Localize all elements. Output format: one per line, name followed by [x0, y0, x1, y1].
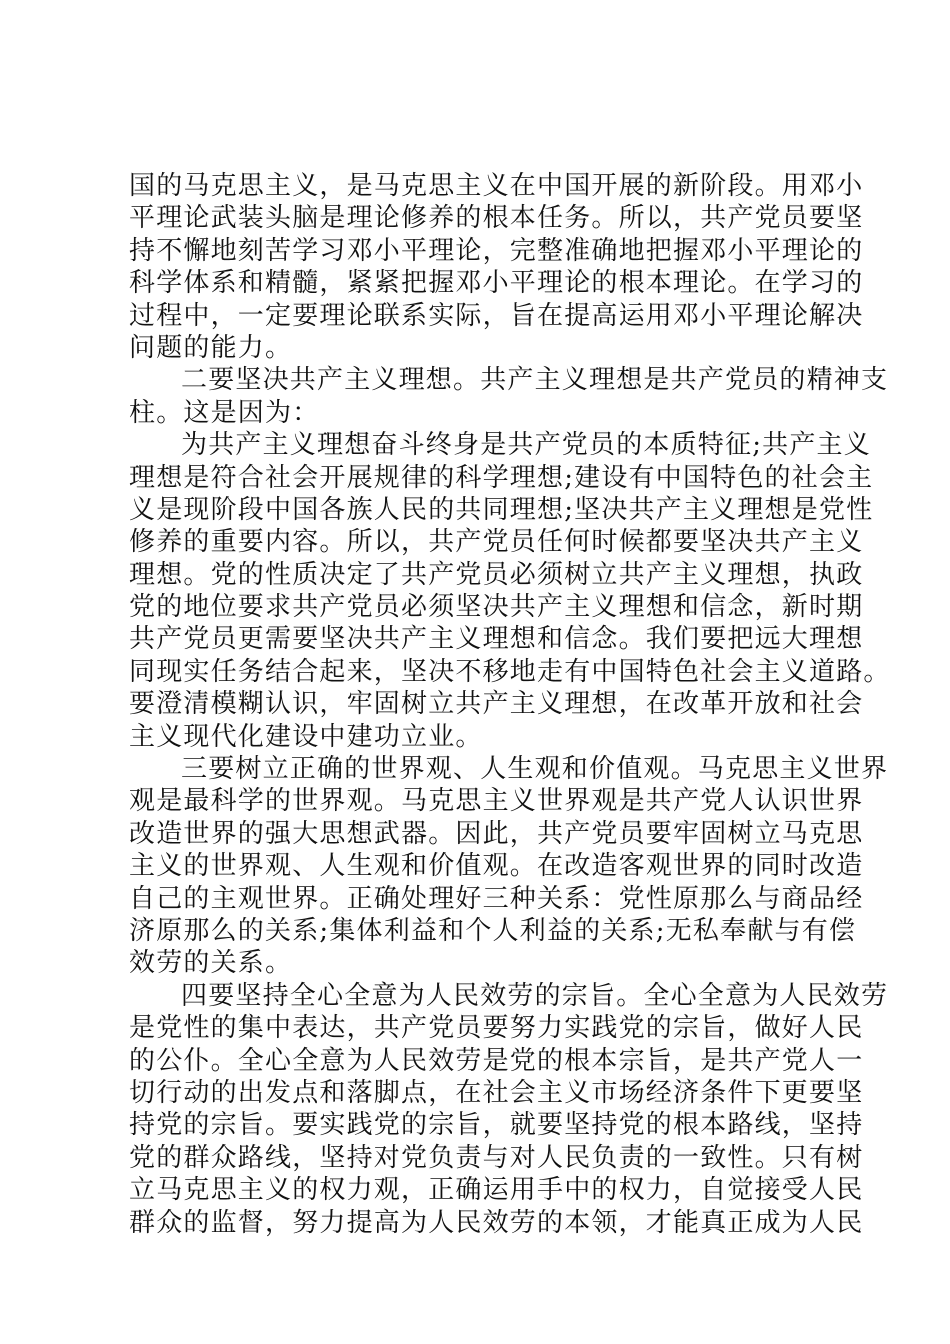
text-line: 理想是符合社会开展规律的科学理想;建设有中国特色的社会主 [129, 462, 874, 493]
text-line: 是党性的集中表达，共产党员要努力实践党的宗旨，做好人民 [129, 1013, 864, 1044]
text-line: 党的群众路线，坚持对党负责与对人民负责的一致性。只有树 [129, 1142, 864, 1173]
text-line: 改造世界的强大思想武器。因此，共产党员要牢固树立马克思 [129, 818, 864, 849]
text-line: 济原那么的关系;集体利益和个人利益的关系;无私奉献与有偿 [129, 915, 857, 946]
text-line: 持不懈地刻苦学习邓小平理论，完整准确地把握邓小平理论的 [129, 235, 864, 266]
text-line: 立马克思主义的权力观，正确运用手中的权力，自觉接受人民 [129, 1175, 864, 1206]
text-line: 柱。这是因为： [129, 397, 320, 428]
body-text [129, 170, 891, 1239]
text-line: 平理论武装头脑是理论修养的根本任务。所以，共产党员要坚 [129, 203, 864, 234]
text-line: 过程中，一定要理论联系实际，旨在提高运用邓小平理论解决 [129, 300, 864, 331]
paragraph-start-line: 二要坚决共产主义理想。共产主义理想是共产党员的精神支 [181, 365, 889, 396]
text-line: 理想。党的性质决定了共产党员必须树立共产主义理想，执政 [129, 559, 864, 590]
text-line: 持党的宗旨。要实践党的宗旨，就要坚持党的根本路线，坚持 [129, 1110, 864, 1141]
text-line: 的公仆。全心全意为人民效劳是党的根本宗旨，是共产党人一 [129, 1045, 864, 1076]
text-line: 要澄清模糊认识，牢固树立共产主义理想，在改革开放和社会 [129, 689, 864, 720]
text-line: 党的地位要求共产党员必须坚决共产主义理想和信念，新时期 [129, 592, 864, 623]
text-line: 同现实任务结合起来，坚决不移地走有中国特色社会主义道路。 [129, 656, 891, 687]
text-line: 观是最科学的世界观。马克思主义世界观是共产党人认识世界 [129, 786, 864, 817]
text-line: 科学体系和精髓，紧紧把握邓小平理论的根本理论。在学习的 [129, 268, 864, 299]
text-line: 主义的世界观、人生观和价值观。在改造客观世界的同时改造 [129, 851, 864, 882]
text-line: 自己的主观世界。正确处理好三种关系：党性原那么与商品经 [129, 883, 864, 914]
paragraph-start-line: 为共产主义理想奋斗终身是共产党员的本质特征;共产主义 [181, 430, 871, 461]
text-line: 共产党员更需要坚决共产主义理想和信念。我们要把远大理想 [129, 624, 864, 655]
text-line: 切行动的出发点和落脚点，在社会主义市场经济条件下更要坚 [129, 1077, 864, 1108]
paragraph-start-line: 四要坚持全心全意为人民效劳的宗旨。全心全意为人民效劳 [181, 980, 889, 1011]
text-line: 效劳的关系。 [129, 948, 293, 979]
text-line: 问题的能力。 [129, 332, 293, 363]
text-line: 主义现代化建设中建功立业。 [129, 721, 483, 752]
paragraph-start-line: 三要树立正确的世界观、人生观和价值观。马克思主义世界 [181, 754, 889, 785]
text-line: 修养的重要内容。所以，共产党员任何时候都要坚决共产主义 [129, 527, 864, 558]
text-line: 国的马克思主义，是马克思主义在中国开展的新阶段。用邓小 [129, 171, 864, 201]
text-line: 群众的监督，努力提高为人民效劳的本领，才能真正成为人民 [129, 1207, 864, 1238]
text-line: 义是现阶段中国各族人民的共同理想;坚决共产主义理想是党性 [129, 494, 874, 525]
